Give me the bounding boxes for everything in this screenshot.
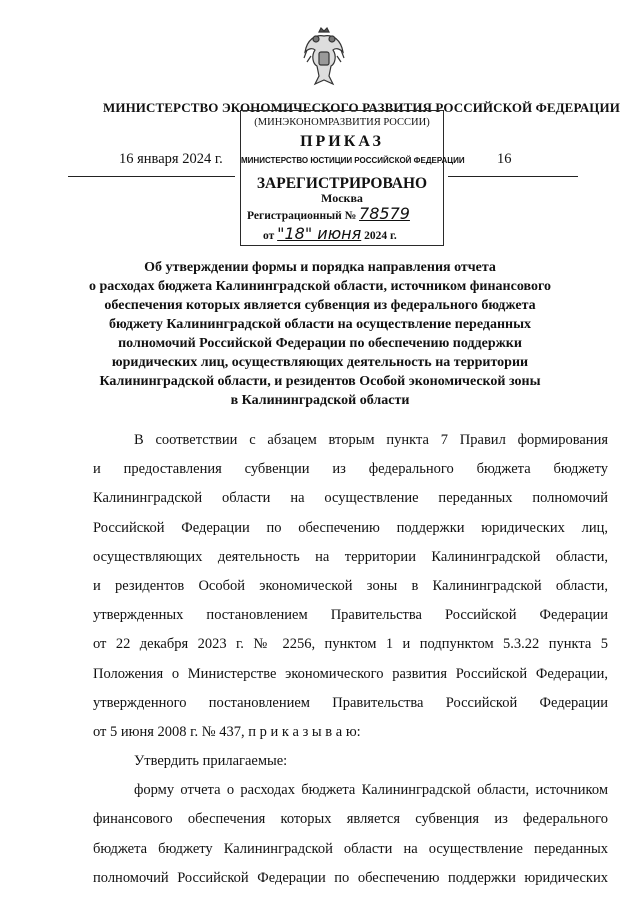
stamp-date-year: 2024 г. bbox=[364, 230, 397, 242]
stamp-justice-ministry: МИНИСТЕРСТВО ЮСТИЦИИ РОССИЙСКОЙ ФЕДЕРАЦИИ bbox=[241, 156, 465, 165]
body-line: финансового обеспечения которых является субвенция из федерального bbox=[93, 811, 608, 828]
body-line: Положения о Министерстве экономического развития Российской Федерации, bbox=[93, 665, 608, 682]
body-line: Утвердить прилагаемые: bbox=[134, 753, 288, 770]
order-date: 16 января 2024 г. bbox=[119, 151, 223, 167]
body-line: Калининградской области на осуществление переданных полномочий bbox=[93, 490, 608, 507]
stamp-reg-row bbox=[247, 204, 410, 223]
body-line: от 22 декабря 2023 г. № 2256, пунктом 1 и подпунктом 5.3.22 пункта 5 bbox=[93, 636, 608, 653]
document-body bbox=[93, 426, 608, 893]
body-line: полномочий Российской Федерации по обеспечению поддержки юридических bbox=[93, 869, 608, 886]
title-line: о расходах бюджета Калининградской области, источником финансового bbox=[89, 279, 551, 294]
registration-stamp bbox=[240, 110, 465, 246]
title-line: обеспечения которых является субвенция из федерального бюджета bbox=[104, 298, 536, 313]
body-line: от 5 июня 2008 г. № 437, п р и к а з ы в а ю: bbox=[93, 723, 361, 740]
title-line: в Калининградской области bbox=[230, 393, 410, 408]
body-line: и предоставления субвенции из федерального бюджета бюджету bbox=[93, 461, 608, 478]
title-line: Калининградской области, и резидентов Особой экономической зоны bbox=[99, 374, 541, 389]
document-title bbox=[88, 258, 552, 410]
stamp-reg-label: Регистрационный № bbox=[247, 210, 357, 222]
title-line: Об утверждении формы и порядка направления отчета bbox=[144, 260, 496, 275]
number-underline bbox=[448, 176, 578, 177]
stamp-date-handwritten: "18" июня bbox=[277, 224, 362, 243]
body-line: утвержденного постановлением Правительства Российской Федерации bbox=[93, 694, 608, 711]
body-line: Российской Федерации по обеспечению поддержки юридических лиц, bbox=[93, 519, 608, 536]
stamp-order-word: ПРИКАЗ bbox=[300, 133, 384, 150]
stamp-date-row bbox=[263, 224, 397, 243]
stamp-date-prefix: от bbox=[263, 230, 275, 242]
order-number: 16 bbox=[497, 151, 512, 167]
body-line: бюджета бюджету Калининградской области на осуществление переданных bbox=[93, 840, 608, 857]
coat-of-arms-emblem bbox=[301, 26, 347, 88]
title-line: полномочий Российской Федерации по обеспечению поддержки bbox=[118, 336, 522, 351]
title-line: юридических лиц, осуществляющих деятельность на территории bbox=[111, 355, 529, 370]
body-line: и резидентов Особой экономической зоны в Калининградской области, bbox=[93, 577, 608, 594]
stamp-registered: ЗАРЕГИСТРИРОВАНО bbox=[256, 175, 428, 192]
body-line: форму отчета о расходах бюджета Калининградской области, источником bbox=[134, 782, 608, 799]
body-line: В соответствии с абзацем вторым пункта 7 Правил формирования bbox=[134, 432, 608, 448]
title-line: бюджету Калининградской области на осуществление переданных bbox=[108, 317, 532, 332]
stamp-city: Москва bbox=[321, 191, 363, 205]
stamp-short-name: (МИНЭКОНОМРАЗВИТИЯ РОССИИ) bbox=[254, 117, 430, 128]
ministry-name: МИНИСТЕРСТВО ЭКОНОМИЧЕСКОГО РАЗВИТИЯ РОССИЙСКОЙ ФЕДЕРАЦИИ bbox=[103, 100, 620, 115]
body-line: утвержденных постановлением Правительства Российской Федерации bbox=[93, 607, 608, 624]
date-underline bbox=[68, 176, 235, 177]
body-line: осуществляющих деятельность на территории Калининградской области, bbox=[93, 548, 608, 565]
stamp-reg-number: 78579 bbox=[359, 204, 410, 223]
